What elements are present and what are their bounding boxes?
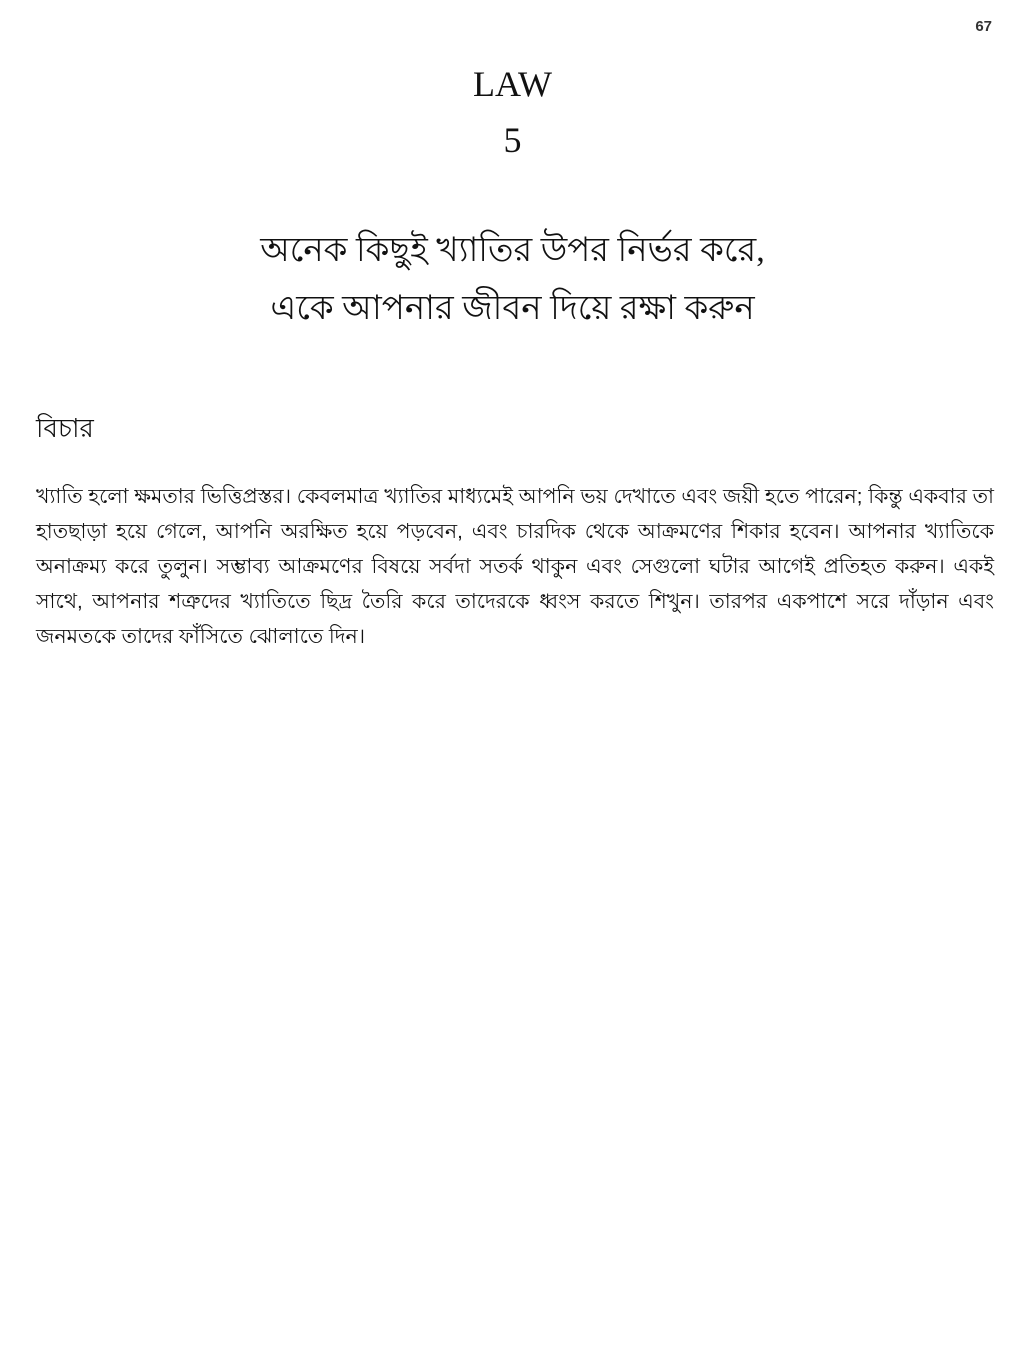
section-body-paragraph: খ্যাতি হলো ক্ষমতার ভিত্তিপ্রস্তর। কেবলমাত্র খ্যাতির মাধ্যমেই আপনি ভয় দেখাতে এবং জয়ী হতে পারেন; কিন্তু একবার তা হাতছাড়া হয়ে গেলে, আপনি অরক্ষিত হয়ে পড়বেন, এবং চারদিক থেকে আক্রমণের শিকার হবেন। আপনার খ্যাতিকে অনাক্রম্য করে তুলুন। সম্ভাব্য আক্রমণের বিষয়ে সর্বদা সতর্ক থাকুন এবং সেগুলো ঘটার আগেই প্রতিহত করুন। একই সাথে, আপনার শত্রুদের খ্যাতিতে ছিদ্র তৈরি করে তাদেরকে ধ্বংস করতে শিখুন। তারপর একপাশে সরে দাঁড়ান এবং জনমতকে তাদের ফাঁসিতে ঝোলাতে দিন।	[36, 484, 994, 648]
law-title-line-2: একে আপনার জীবন দিয়ে রক্ষা করুন	[270, 290, 755, 327]
section-heading: বিচার	[36, 413, 94, 443]
page-number: 67	[975, 18, 992, 35]
law-number: 5	[503, 120, 522, 160]
law-heading	[0, 62, 1025, 162]
law-title-line-1: অনেক কিছুই খ্যাতির উপর নির্ভর করে,	[260, 232, 765, 269]
law-title	[0, 222, 1025, 338]
law-label: LAW	[472, 64, 553, 104]
